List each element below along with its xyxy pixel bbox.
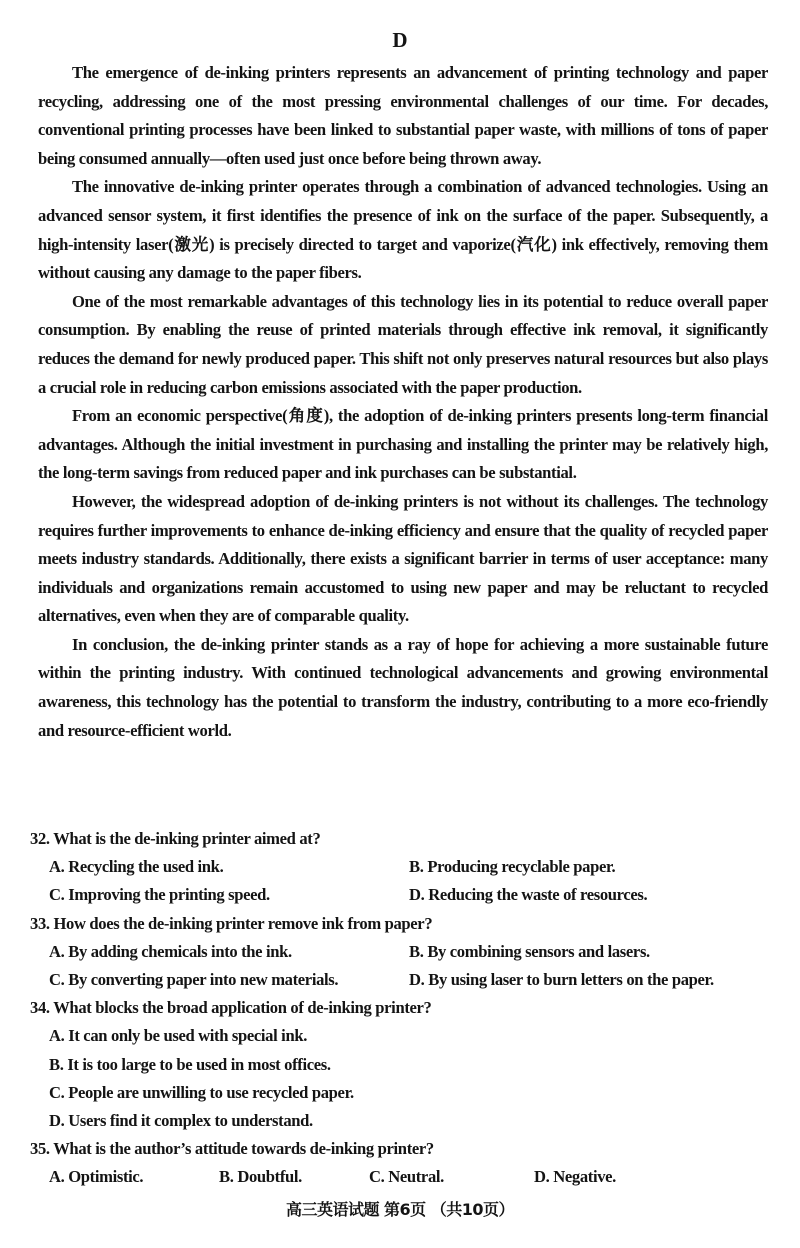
question-33 <box>30 910 770 995</box>
section-title: D <box>392 28 408 52</box>
question-list <box>30 825 770 1191</box>
option-d: D. Negative. <box>534 1167 616 1187</box>
question-stem: 35. What is the author’s attitude towards de-inking printer? <box>30 1139 434 1159</box>
option-a: A. Recycling the used ink. <box>49 857 224 877</box>
question-stem: 33. How does the de-inking printer remove ink from paper? <box>30 913 433 933</box>
passage-paragraph-4: From an economic perspective(角度), the adoption of de-inking printers presents long-term financial advantages. Although the initial investment in purchasing and installing the printer may be relatively high, the long-term savings from reduced paper and ink purchases can be substantial. <box>38 406 768 483</box>
option-d: D. By using laser to burn letters on the paper. <box>409 969 714 989</box>
option-b: B. By combining sensors and lasers. <box>409 941 650 961</box>
option-row <box>30 881 770 909</box>
passage-paragraph-6: In conclusion, the de-inking printer stands as a ray of hope for achieving a more sustainable future within the printing industry. With continued technological advancements and growing environmental awareness, this technology has the potential to transform the industry, contributing to a more eco-friendly and resource-efficient world. <box>38 634 768 740</box>
option-d: D. Reducing the waste of resources. <box>409 885 648 905</box>
option-row <box>30 1163 770 1191</box>
reading-passage <box>38 59 768 745</box>
passage-paragraph-3: One of the most remarkable advantages of this technology lies in its potential to reduce overall paper consumption. By enabling the reuse of printed materials through effective ink removal, it significantly reduces the demand for newly produced paper. This shift not only preserves natural resources but also plays a crucial role in reducing carbon emissions associated with the paper production. <box>38 291 768 397</box>
question-stem: 32. What is the de-inking printer aimed at? <box>30 829 321 848</box>
option-c: C. People are unwilling to use recycled paper. <box>49 1082 354 1102</box>
option-b: B. It is too large to be used in most offices. <box>49 1054 331 1074</box>
option-d: D. Users find it complex to understand. <box>49 1110 313 1130</box>
option-c: C. By converting paper into new materials. <box>49 969 339 989</box>
option-a: A. It can only be used with special ink. <box>49 1026 307 1046</box>
passage-paragraph-1: The emergence of de-inking printers represents an advancement of printing technology and paper recycling, addressing one of the most pressing environmental challenges of our time. For decades, conventional printing processes have been linked to substantial paper waste, with millions of tons of paper being consumed annually—often used just once before being thrown away. <box>38 63 768 168</box>
question-34 <box>30 994 770 1135</box>
question-35 <box>30 1135 770 1191</box>
option-row <box>30 966 770 994</box>
option-b: B. Doubtful. <box>219 1167 302 1187</box>
option-c: C. Improving the printing speed. <box>49 885 270 905</box>
passage-paragraph-2: The innovative de-inking printer operates through a combination of advanced technologies. Using an advanced sensor system, it first identifies the presence of ink on the surface of the paper. Subsequently, a high-intensity laser(激光) is precisely directed to target and vaporize(汽化) ink effectively, removing them without causing any damage to the paper fibers. <box>38 177 768 283</box>
option-b: B. Producing recyclable paper. <box>409 857 616 877</box>
question-stem: 34. What blocks the broad application of de-inking printer? <box>30 998 432 1018</box>
question-32 <box>30 825 770 910</box>
option-c: C. Neutral. <box>369 1167 444 1187</box>
option-a: A. Optimistic. <box>49 1167 144 1187</box>
page-footer: 高三英语试题 第6页 （共10页） <box>285 1200 515 1219</box>
passage-paragraph-5: However, the widespread adoption of de-inking printers is not without its challenges. The technology requires further improvements to enhance de-inking efficiency and ensure that the quality of recycled paper meets industry standards. Additionally, there exists a significant barrier in terms of user acceptance: many individuals and organizations remain accustomed to using new paper and may be reluctant to recycled alternatives, even when they are of comparable quality. <box>38 491 768 626</box>
option-row <box>30 938 770 966</box>
option-a: A. By adding chemicals into the ink. <box>49 941 292 961</box>
option-row <box>30 853 770 881</box>
